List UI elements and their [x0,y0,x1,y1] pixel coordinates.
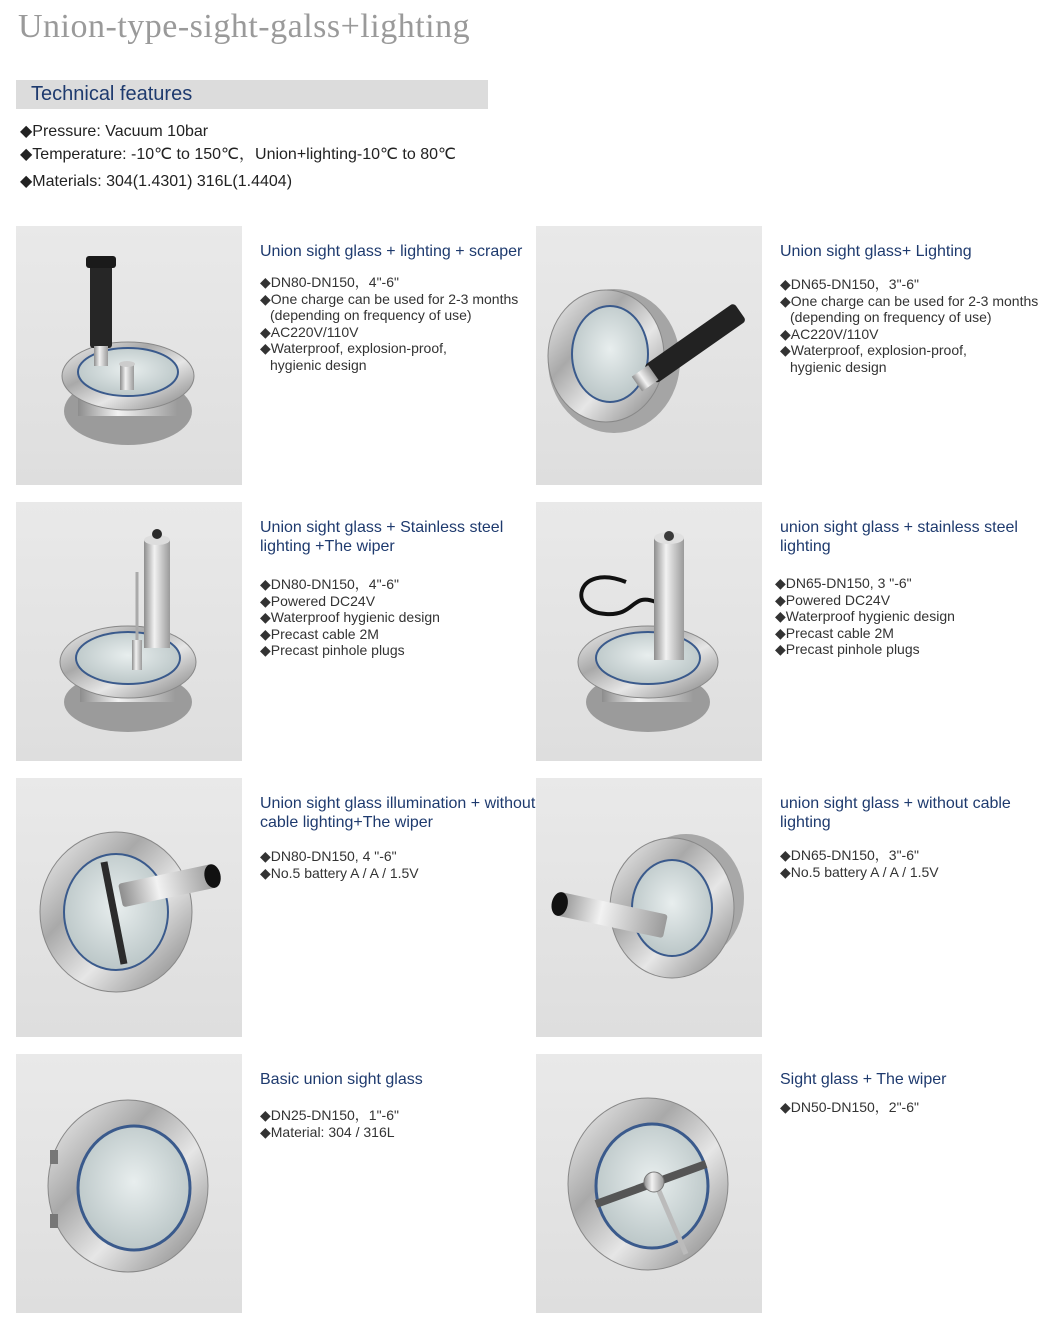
spec-line: (depending on frequency of use) [270,307,472,323]
product-grid [16,226,1056,1313]
feature-temperature: ◆Temperature: -10℃ to 150℃，Union+lighting-10℃ to 80℃ [20,146,456,163]
product-specs [780,847,939,880]
spec-line: ◆No.5 battery A / A / 1.5V [260,864,419,881]
spec-line: ◆Precast cable 2M [775,624,894,641]
product-photo-lighting-scraper [16,226,242,485]
product-card [536,1054,1056,1313]
spec-line: ◆No.5 battery A / A / 1.5V [780,863,939,880]
spec-line: hygienic design [270,356,367,373]
spec-line: ◆DN65-DN150, 3 "-6" [775,575,912,591]
product-card [16,226,536,485]
product-title: Union sight glass+ Lighting [780,243,972,260]
spec-line: ◆Waterproof, explosion-proof, [260,340,447,356]
spec-line: ◆DN50-DN150，2"-6" [780,1099,919,1115]
spec-line: ◆Precast pinhole plugs [260,642,405,658]
technical-features-bar [16,80,488,109]
product-photo-stainless-lighting [536,502,762,761]
spec-line: ◆Material: 304 / 316L [260,1123,395,1140]
spec-line: ◆AC220V/110V [780,325,879,342]
spec-line: ◆DN80-DN150，4"-6" [260,576,399,592]
product-specs [780,1099,919,1116]
spec-line: ◆Waterproof hygienic design [260,609,440,625]
spec-line: ◆Precast pinhole plugs [775,641,920,657]
product-photo-basic-union [16,1054,242,1313]
product-photo-sight-glass-wiper [536,1054,762,1313]
spec-line: ◆Powered DC24V [775,591,891,608]
spec-line: ◆DN65-DN150，3"-6" [780,276,919,292]
spec-line: ◆DN80-DN150，4"-6" [260,274,399,290]
product-specs [780,276,1038,375]
spec-line: (depending on frequency of use) [790,309,992,325]
spec-line: ◆One charge can be used for 2-3 months [260,290,519,307]
product-photo-steel-lighting-wiper [16,502,242,761]
spec-line: ◆One charge can be used for 2-3 months [780,292,1039,309]
product-card [16,502,536,761]
spec-line: ◆DN65-DN150，3"-6" [780,847,919,863]
product-photo-without-cable-lighting [536,778,762,1037]
product-card [536,778,1056,1037]
product-title: Union sight glass + Stainless steel lighting +The wiper [260,519,504,555]
product-card [536,502,1056,761]
spec-line: ◆DN25-DN150，1"-6" [260,1107,399,1123]
product-specs [260,274,518,373]
spec-line: hygienic design [790,358,887,375]
product-card [16,778,536,1037]
technical-features-heading: Technical features [31,83,193,105]
feature-pressure: ◆Pressure: Vacuum 10bar [20,123,209,140]
spec-line: ◆Powered DC24V [260,592,376,609]
product-specs [260,1107,399,1140]
product-title: Basic union sight glass [260,1071,423,1088]
spec-line: ◆Waterproof hygienic design [775,608,955,624]
product-title: Union sight glass illumination + without cable lighting+The wiper [260,795,536,831]
spec-line: ◆Precast cable 2M [260,625,379,642]
product-specs [260,576,440,659]
product-specs [775,575,955,658]
spec-line: ◆DN80-DN150, 4 "-6" [260,848,397,864]
product-photo-lighting [536,226,762,485]
spec-line: ◆Waterproof, explosion-proof, [780,342,967,358]
spec-line: ◆AC220V/110V [260,323,359,340]
page-title: Union-type-sight-galss+lighting [18,8,471,45]
product-card [16,1054,536,1313]
product-specs [260,848,419,881]
technical-features-list [20,120,456,193]
product-title: Union sight glass + lighting + scraper [260,243,523,260]
product-title: Sight glass + The wiper [780,1071,947,1088]
product-title: union sight glass + without cable lighting [780,795,1011,831]
product-title: union sight glass + stainless steel lighting [780,519,1018,555]
product-card [536,226,1056,485]
feature-materials: ◆Materials: 304(1.4301) 316L(1.4404) [20,173,293,190]
product-photo-illumination-wiper [16,778,242,1037]
